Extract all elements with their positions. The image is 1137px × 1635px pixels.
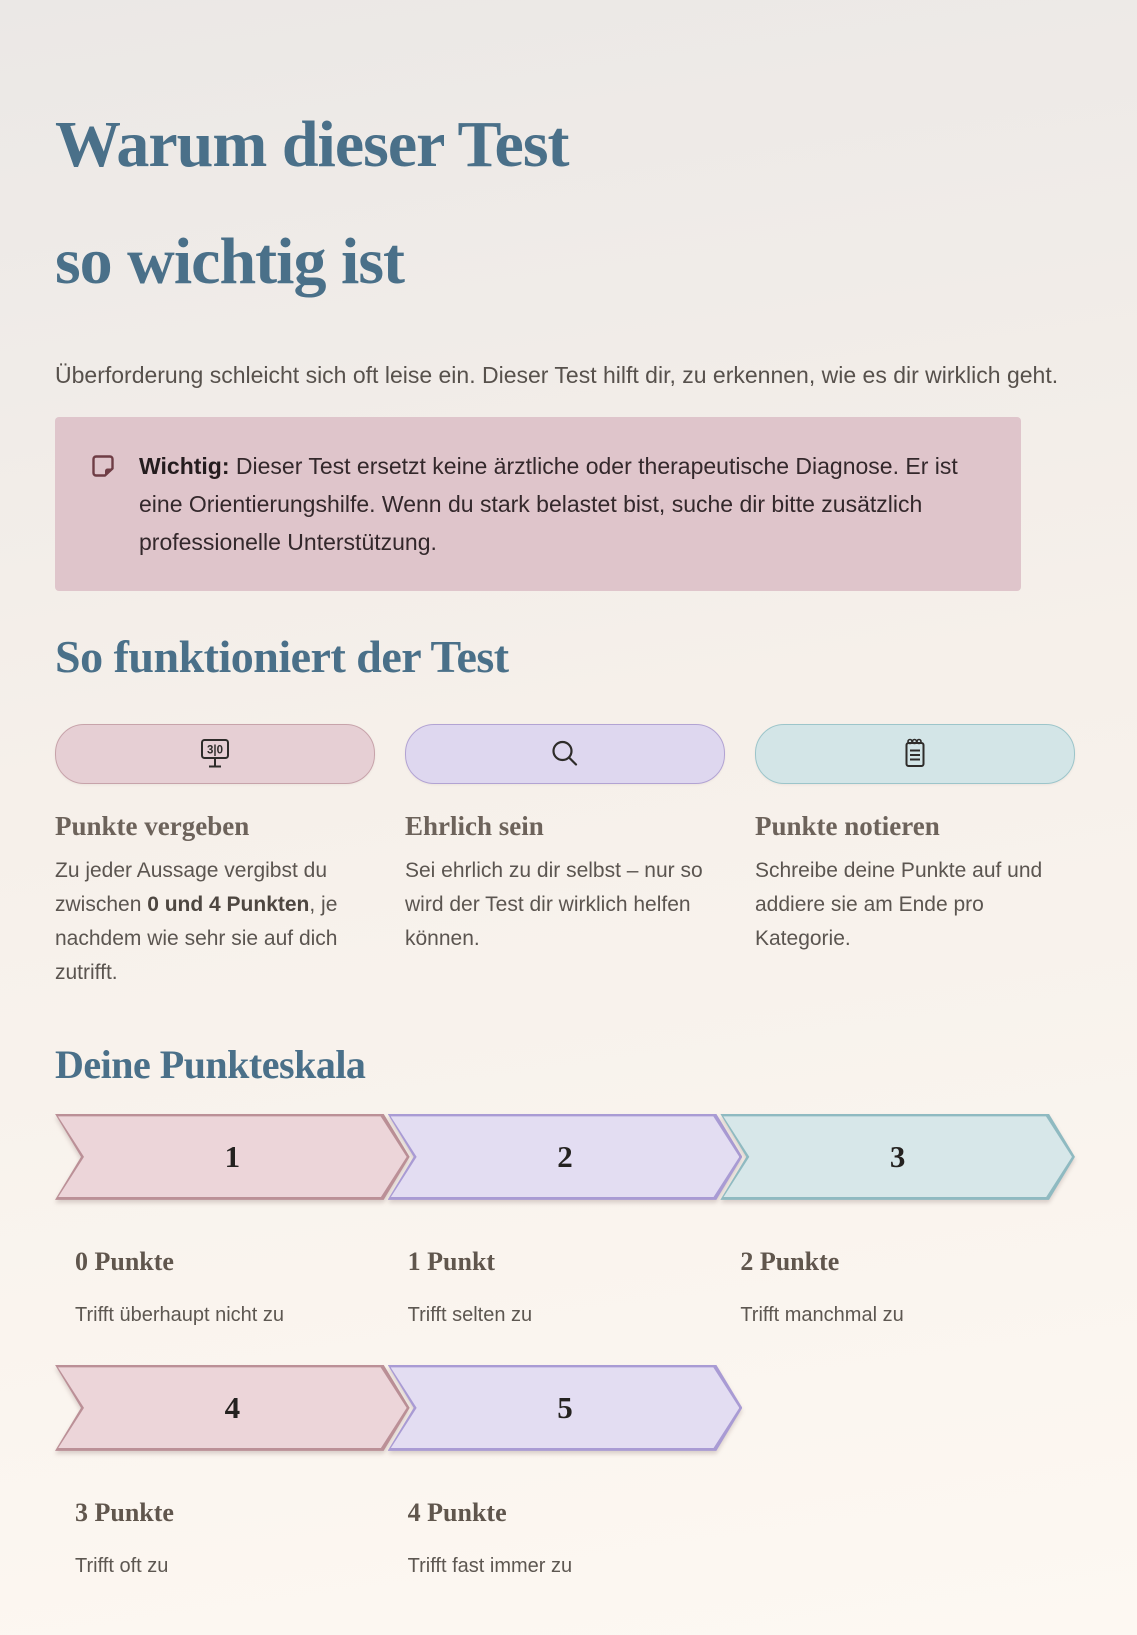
card-text [405,854,725,956]
card-text-bold: 0 und 4 Punkten [147,892,310,916]
scale-arrow [55,1365,410,1451]
intro-paragraph: Überforderung schleicht sich oft leise ein. Dieser Test hilft dir, zu erkennen, wie es dir wirklich geht. [55,361,1059,388]
card-icon-pill [55,724,375,784]
score-scale [55,1114,1075,1580]
callout-body: Dieser Test ersetzt keine ärztliche oder therapeutische Diagnose. Er ist eine Orientierungshilfe. Wenn du stark belastet bist, suche dir bitte zusätzlich professionelle Unterstützung. [139,452,958,555]
scale-points-label: 2 Punkte [740,1246,840,1276]
scale-step-number: 3 [889,1138,906,1174]
card-ehrlich-sein [405,724,725,990]
scale-step-number: 2 [557,1138,573,1174]
svg-text:3|0: 3|0 [206,744,224,757]
card-title: Punkte notieren [755,810,940,841]
card-text [755,854,1075,956]
how-it-works-cards [55,724,1075,990]
card-text-pre: Sei ehrlich zu dir selbst – nur so wird der Test dir wirklich helfen können. [405,858,703,950]
scale-row-1 [55,1114,1075,1329]
scale-step-number: 4 [224,1389,241,1425]
notepad-icon [896,735,934,773]
card-punkte-notieren [755,724,1075,990]
scale-points-label: 1 Punkt [407,1246,496,1276]
scale-points-label: 0 Punkte [75,1246,174,1276]
page-title-line1: Warum dieser Test [55,108,569,181]
card-text-post: , je nachdem wie sehr sie auf dich zutrifft. [55,892,338,984]
scale-description: Trifft selten zu [407,1303,533,1326]
scale-arrow [55,1114,410,1200]
scale-item-2-punkte [720,1114,1075,1329]
card-text-pre: Zu jeder Aussage vergibst du zwischen [55,858,327,916]
scale-arrow [720,1114,1075,1200]
card-text [55,854,375,990]
card-icon-pill [755,724,1075,784]
scale-item-1-punkt [388,1114,743,1329]
card-punkte-vergeben [55,724,375,990]
scale-item-0-punkte [55,1114,410,1329]
scale-step-number: 5 [557,1389,573,1425]
scale-step-number: 1 [224,1138,241,1174]
scoreboard-icon [196,735,234,773]
scale-item-4-punkte [388,1365,743,1580]
search-icon [547,736,583,772]
page-title [55,86,1075,321]
callout-text [139,447,987,561]
scale-description: Trifft oft zu [75,1554,169,1577]
page-title-line2: so wichtig ist [55,225,404,299]
scale-arrow [388,1365,743,1451]
card-title: Punkte vergeben [55,810,250,841]
scale-description: Trifft überhaupt nicht zu [75,1303,285,1326]
scale-item-3-punkte [55,1365,410,1580]
scale-points-label: 3 Punkte [75,1497,174,1527]
scale-description: Trifft fast immer zu [407,1554,573,1577]
scale-row-2 [55,1365,1075,1580]
important-callout [55,417,1021,591]
sticky-note-icon [89,452,117,480]
section-heading-how-it-works: So funktioniert der Test [55,630,509,682]
section-heading-score-scale: Deine Punkteskala [55,1041,366,1087]
callout-label: Wichtig: [139,452,230,479]
scale-arrow [388,1114,743,1200]
scale-points-label: 4 Punkte [407,1497,507,1527]
card-text-pre: Schreibe deine Punkte auf und addiere sie am Ende pro Kategorie. [755,858,1043,950]
card-icon-pill [405,724,725,784]
card-title: Ehrlich sein [405,810,544,841]
scale-description: Trifft manchmal zu [740,1303,904,1326]
